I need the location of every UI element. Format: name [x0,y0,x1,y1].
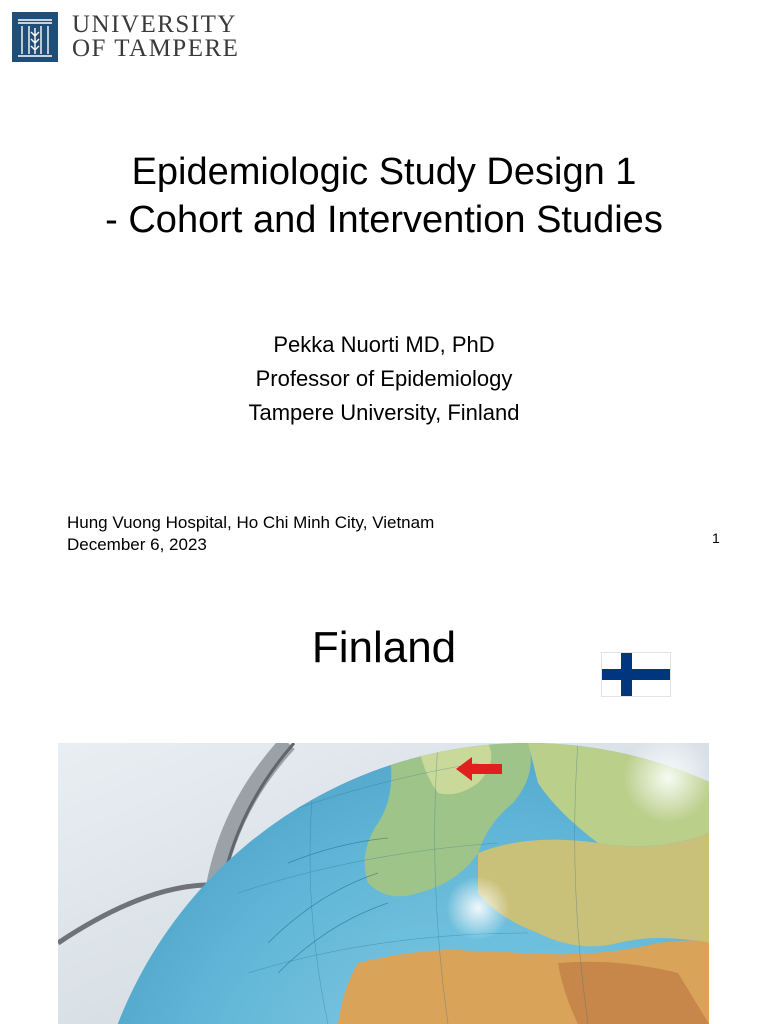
author-block [0,328,768,430]
logo-wordmark [72,13,239,61]
venue-date: December 6, 2023 [67,535,207,554]
page-number: 1 [712,530,720,546]
finland-flag-icon [602,653,670,696]
author-affiliation: Tampere University, Finland [248,400,520,425]
university-logo [12,12,239,62]
globe-map-photo [58,743,709,1024]
venue-block [67,512,434,556]
slide-1-title [0,148,768,244]
slide-1-title-line-2: - Cohort and Intervention Studies [105,199,663,241]
author-role: Professor of Epidemiology [255,366,513,391]
slide-1-title-line-1: Epidemiologic Study Design 1 [131,151,637,193]
author-name: Pekka Nuorti MD, PhD [273,332,495,357]
logo-line-1: UNIVERSITY [72,11,237,38]
university-columns-icon [12,12,58,62]
slide-2-title: Finland [311,623,457,672]
logo-line-2: OF TAMPERE [72,35,240,62]
venue-location: Hung Vuong Hospital, Ho Chi Minh City, Vietnam [67,513,435,532]
